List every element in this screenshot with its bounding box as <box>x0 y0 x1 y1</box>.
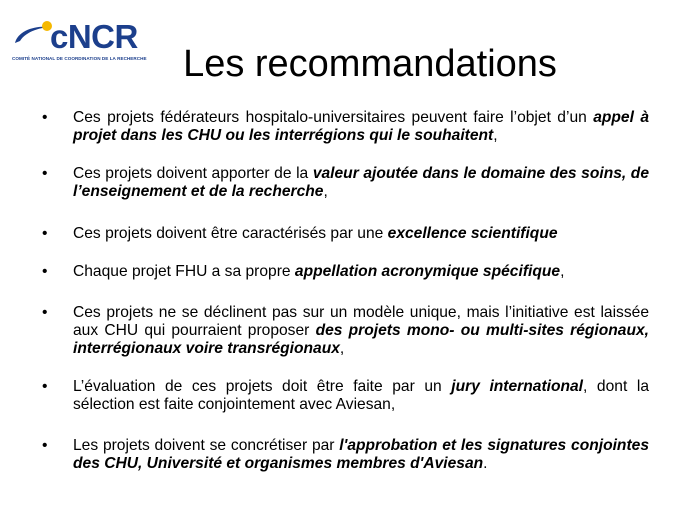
recommendations-list <box>42 109 649 473</box>
bullet-icon: • <box>42 225 48 242</box>
page-title: Les recommandations <box>183 43 557 85</box>
list-item <box>42 304 649 358</box>
bullet-icon: • <box>42 304 48 321</box>
bullet-icon: • <box>42 263 48 280</box>
item-emphasis: excellence scientifique <box>387 225 558 242</box>
item-emphasis: appellation acronymique spécifique <box>294 263 561 280</box>
list-item <box>42 437 649 473</box>
item-text-end: , <box>560 263 565 280</box>
bullet-icon: • <box>42 165 48 182</box>
bullet-icon: • <box>42 378 48 395</box>
item-text-end: , <box>339 340 345 357</box>
item-emphasis: l'approbation et les signatures conjointes des CHU, Université et organismes membres d'Aviesan <box>73 437 649 472</box>
list-item <box>42 263 649 281</box>
item-emphasis: appel à projet dans les CHU ou les interrégions qui le souhaitent <box>73 109 650 144</box>
bullet-icon: • <box>42 109 48 126</box>
item-text: L’évaluation de ces projets doit être faite par un <box>73 378 452 395</box>
list-item <box>42 378 649 414</box>
item-text-end: , <box>493 127 498 144</box>
item-text: Ces projets doivent être caractérisés par une <box>73 225 388 242</box>
item-text: Les projets doivent se concrétiser par <box>73 437 340 454</box>
logo-subtitle: COMITÉ NATIONAL DE COORDINATION DE LA RECHERCHE <box>12 56 147 61</box>
list-item <box>42 165 649 201</box>
item-emphasis: des projets mono- ou multi-sites régionaux, interrégionaux voire transrégionaux <box>73 322 649 357</box>
item-text-end: . <box>483 455 488 472</box>
bullet-icon: • <box>42 437 48 454</box>
logo-wordmark: cNCR <box>50 18 138 55</box>
item-text: Ces projets fédérateurs hospitalo-universitaires peuvent faire l’objet d’un <box>73 109 594 126</box>
item-text-end: , <box>323 183 328 200</box>
item-text-end: , dont la sélection est faite conjointement avec Aviesan, <box>73 378 649 413</box>
list-item <box>42 225 649 243</box>
item-text: Ces projets ne se déclinent pas sur un modèle unique, mais l’initiative est laissée aux CHU qui pourraient proposer <box>73 304 649 339</box>
list-item <box>42 109 649 145</box>
item-emphasis: valeur ajoutée dans le domaine des soins, de l’enseignement et de la recherche <box>73 165 649 200</box>
item-text: Chaque projet FHU a sa propre <box>73 263 295 280</box>
item-text: Ces projets doivent apporter de la <box>73 165 313 182</box>
item-emphasis: jury international <box>451 378 584 395</box>
